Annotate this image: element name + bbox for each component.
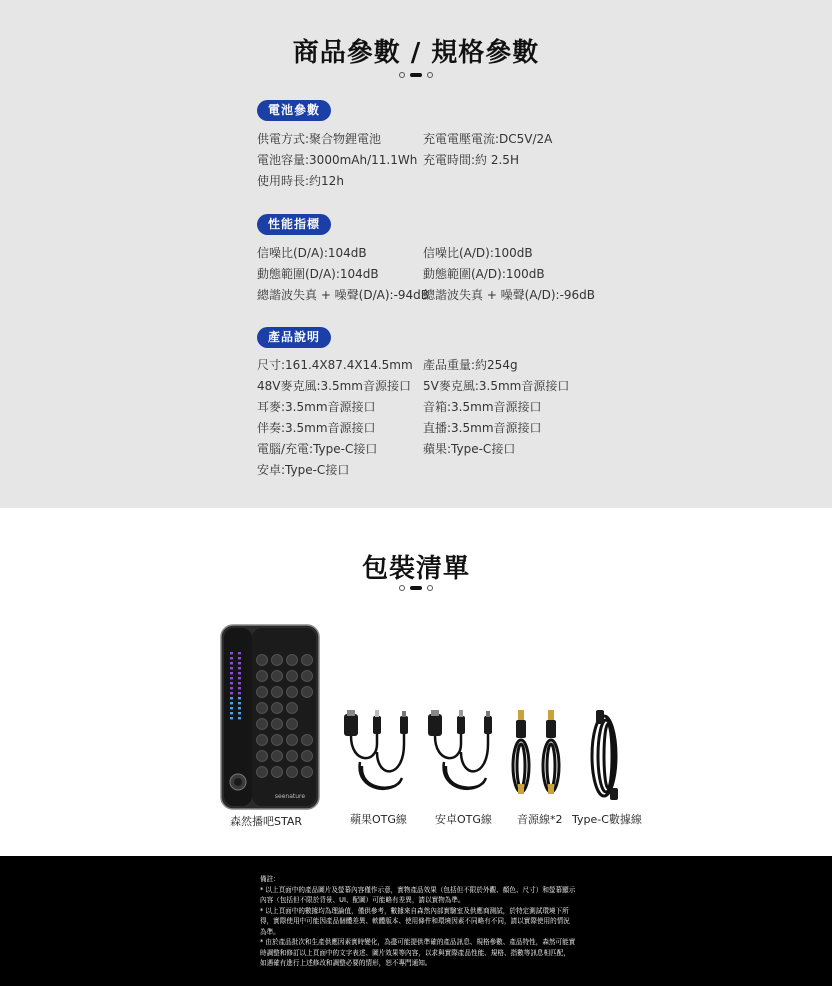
device-knob: [302, 671, 313, 682]
device-knob: [287, 703, 298, 714]
divider-dash: [410, 73, 422, 77]
device-knob: [272, 735, 283, 746]
divider-dash: [410, 586, 422, 590]
spec-item: 耳麥:3.5mm音源接口: [257, 400, 376, 414]
device-knob: [272, 671, 283, 682]
title-divider: [0, 72, 832, 78]
spec-item: 尺寸:161.4X87.4X14.5mm: [257, 358, 413, 372]
battery-spec-pill: 電池參數: [257, 100, 331, 121]
spec-item: 電池容量:3000mAh/11.1Wh: [257, 153, 418, 167]
device-knob: [272, 767, 283, 778]
android-otg-cable-image: [424, 704, 500, 804]
device-brand-text: seenature: [274, 793, 306, 800]
product-description-grid: [257, 355, 643, 481]
device-led: [230, 657, 233, 659]
device-led: [238, 712, 241, 714]
device-knob: [272, 751, 283, 762]
device-led: [238, 717, 241, 719]
device-led: [238, 672, 241, 674]
spec-title: 商品參數 / 規格參數: [292, 38, 540, 68]
device-knob: [302, 751, 313, 762]
title-divider: [0, 585, 832, 591]
device-knob: [287, 671, 298, 682]
package-item-label: 蘋果OTG線: [350, 813, 407, 826]
package-item-label: 安卓OTG線: [435, 813, 492, 826]
spec-item: 信噪比(A/D):100dB: [423, 246, 533, 260]
device-led: [238, 687, 241, 689]
notes-line: * 以上頁面中的產品圖片及螢幕內容僅作示意，實物產品效果（包括但不限於外觀、顏色、尺寸）和螢幕顯示內容（包括但不限於背景、UI、配圖）可能略有差異，請以實物為準。: [260, 885, 576, 904]
notes-section: [0, 856, 832, 986]
spec-item: 使用時長:约12h: [257, 174, 344, 188]
package-title: 包裝清單: [361, 554, 470, 584]
divider-dot: [399, 585, 405, 591]
device-knob: [302, 767, 313, 778]
device-led: [238, 702, 241, 704]
device-knob: [257, 735, 268, 746]
device-knob: [272, 719, 283, 730]
device-knob: [287, 655, 298, 666]
device-knob: [302, 655, 313, 666]
device-led: [230, 692, 233, 694]
divider-dot: [427, 585, 433, 591]
spec-item: 直播:3.5mm音源接口: [423, 421, 542, 435]
device-knob: [257, 687, 268, 698]
battery-spec-grid: [257, 129, 643, 192]
sound-card-device-image: [220, 624, 320, 810]
device-led: [238, 697, 241, 699]
spec-item: 總諧波失真 + 噪聲(D/A):-94dB: [257, 288, 430, 302]
device-knob: [302, 735, 313, 746]
device-led: [238, 662, 241, 664]
spec-item: 動態範圍(A/D):100dB: [423, 267, 545, 281]
device-led: [238, 652, 241, 654]
device-knob: [287, 767, 298, 778]
device-knob: [257, 719, 268, 730]
device-knob: [272, 655, 283, 666]
performance-spec-grid: [257, 243, 643, 306]
device-led: [238, 682, 241, 684]
device-led: [230, 672, 233, 674]
spec-item: 安卓:Type-C接口: [257, 463, 350, 477]
device-led: [230, 677, 233, 679]
device-led: [230, 712, 233, 714]
spec-item: 充電電壓電流:DC5V/2A: [423, 132, 553, 146]
device-knob: [272, 703, 283, 714]
device-led: [230, 662, 233, 664]
device-knob: [287, 751, 298, 762]
device-led: [230, 687, 233, 689]
device-knob: [257, 767, 268, 778]
device-led: [230, 652, 233, 654]
device-led: [230, 682, 233, 684]
spec-item: 音箱:3.5mm音源接口: [423, 400, 542, 414]
device-led: [238, 692, 241, 694]
device-knob: [287, 735, 298, 746]
device-led: [238, 667, 241, 669]
spec-item: 供電方式:聚合物鋰電池: [257, 132, 382, 146]
notes-line: * 由於產品批次和生產供應因素實時變化，為盡可能提供準確的產品訊息、規格參數、產品特性，森然可能實時調整和修訂以上頁面中的文字表述、圖片效果等內容，以求與實際產品性能、規格、指數等訊息相匹配，如遇確有進行上述修改和調整必要的情形，恕不專門通知。: [260, 938, 576, 967]
spec-item: 信噪比(D/A):104dB: [257, 246, 367, 260]
divider-dot: [399, 72, 405, 78]
disclaimer-notes: [260, 874, 576, 969]
spec-item: 總諧波失真 + 噪聲(A/D):-96dB: [423, 288, 596, 302]
device-knob: [287, 719, 298, 730]
performance-spec-pill: 性能指標: [257, 214, 331, 235]
audio-cable-image: [508, 704, 574, 804]
spec-item: [423, 460, 643, 481]
device-knob: [287, 687, 298, 698]
spec-item: 5V麥克風:3.5mm音源接口: [423, 379, 570, 393]
spec-item: 產品重量:約254g: [423, 358, 518, 372]
spec-item: 伴奏:3.5mm音源接口: [257, 421, 376, 435]
spec-item: [423, 171, 643, 192]
package-item-label: Type-C數據線: [572, 813, 642, 826]
package-section: [0, 508, 832, 856]
device-knob: [257, 671, 268, 682]
device-led: [238, 657, 241, 659]
package-item-label: 森然播吧STAR: [230, 815, 303, 828]
device-led: [230, 707, 233, 709]
device-led: [230, 702, 233, 704]
divider-dot: [427, 72, 433, 78]
device-knob: [257, 751, 268, 762]
device-knob: [257, 655, 268, 666]
product-description-pill: 產品說明: [257, 327, 331, 348]
spec-item: 充電時間:約 2.5H: [423, 153, 519, 167]
device-led: [238, 677, 241, 679]
device-led: [238, 707, 241, 709]
spec-item: 48V麥克風:3.5mm音源接口: [257, 379, 411, 393]
spec-item: 蘋果:Type-C接口: [423, 442, 516, 456]
type-c-cable-image: [582, 704, 632, 804]
device-led: [230, 697, 233, 699]
device-knob: [272, 687, 283, 698]
spec-item: 電腦/充電:Type-C接口: [257, 442, 378, 456]
notes-line: * 以上頁面中的數據均為理論值，僅供參考，數據來自森然內部實驗室及供應商測試，於特定測試環境下所得，實際使用中可能因產品個體差異、軟體版本、使用條件和環境因素不同略有不同，請以實際使用的情況為準。: [260, 906, 570, 936]
spec-item: 動態範圍(D/A):104dB: [257, 267, 379, 281]
notes-heading: 備註：: [260, 875, 280, 883]
device-led: [230, 717, 233, 719]
device-led: [230, 667, 233, 669]
device-knob: [257, 703, 268, 714]
device-knob: [302, 687, 313, 698]
apple-otg-cable-image: [340, 704, 416, 804]
package-item-label: 音源線*2: [517, 813, 563, 826]
